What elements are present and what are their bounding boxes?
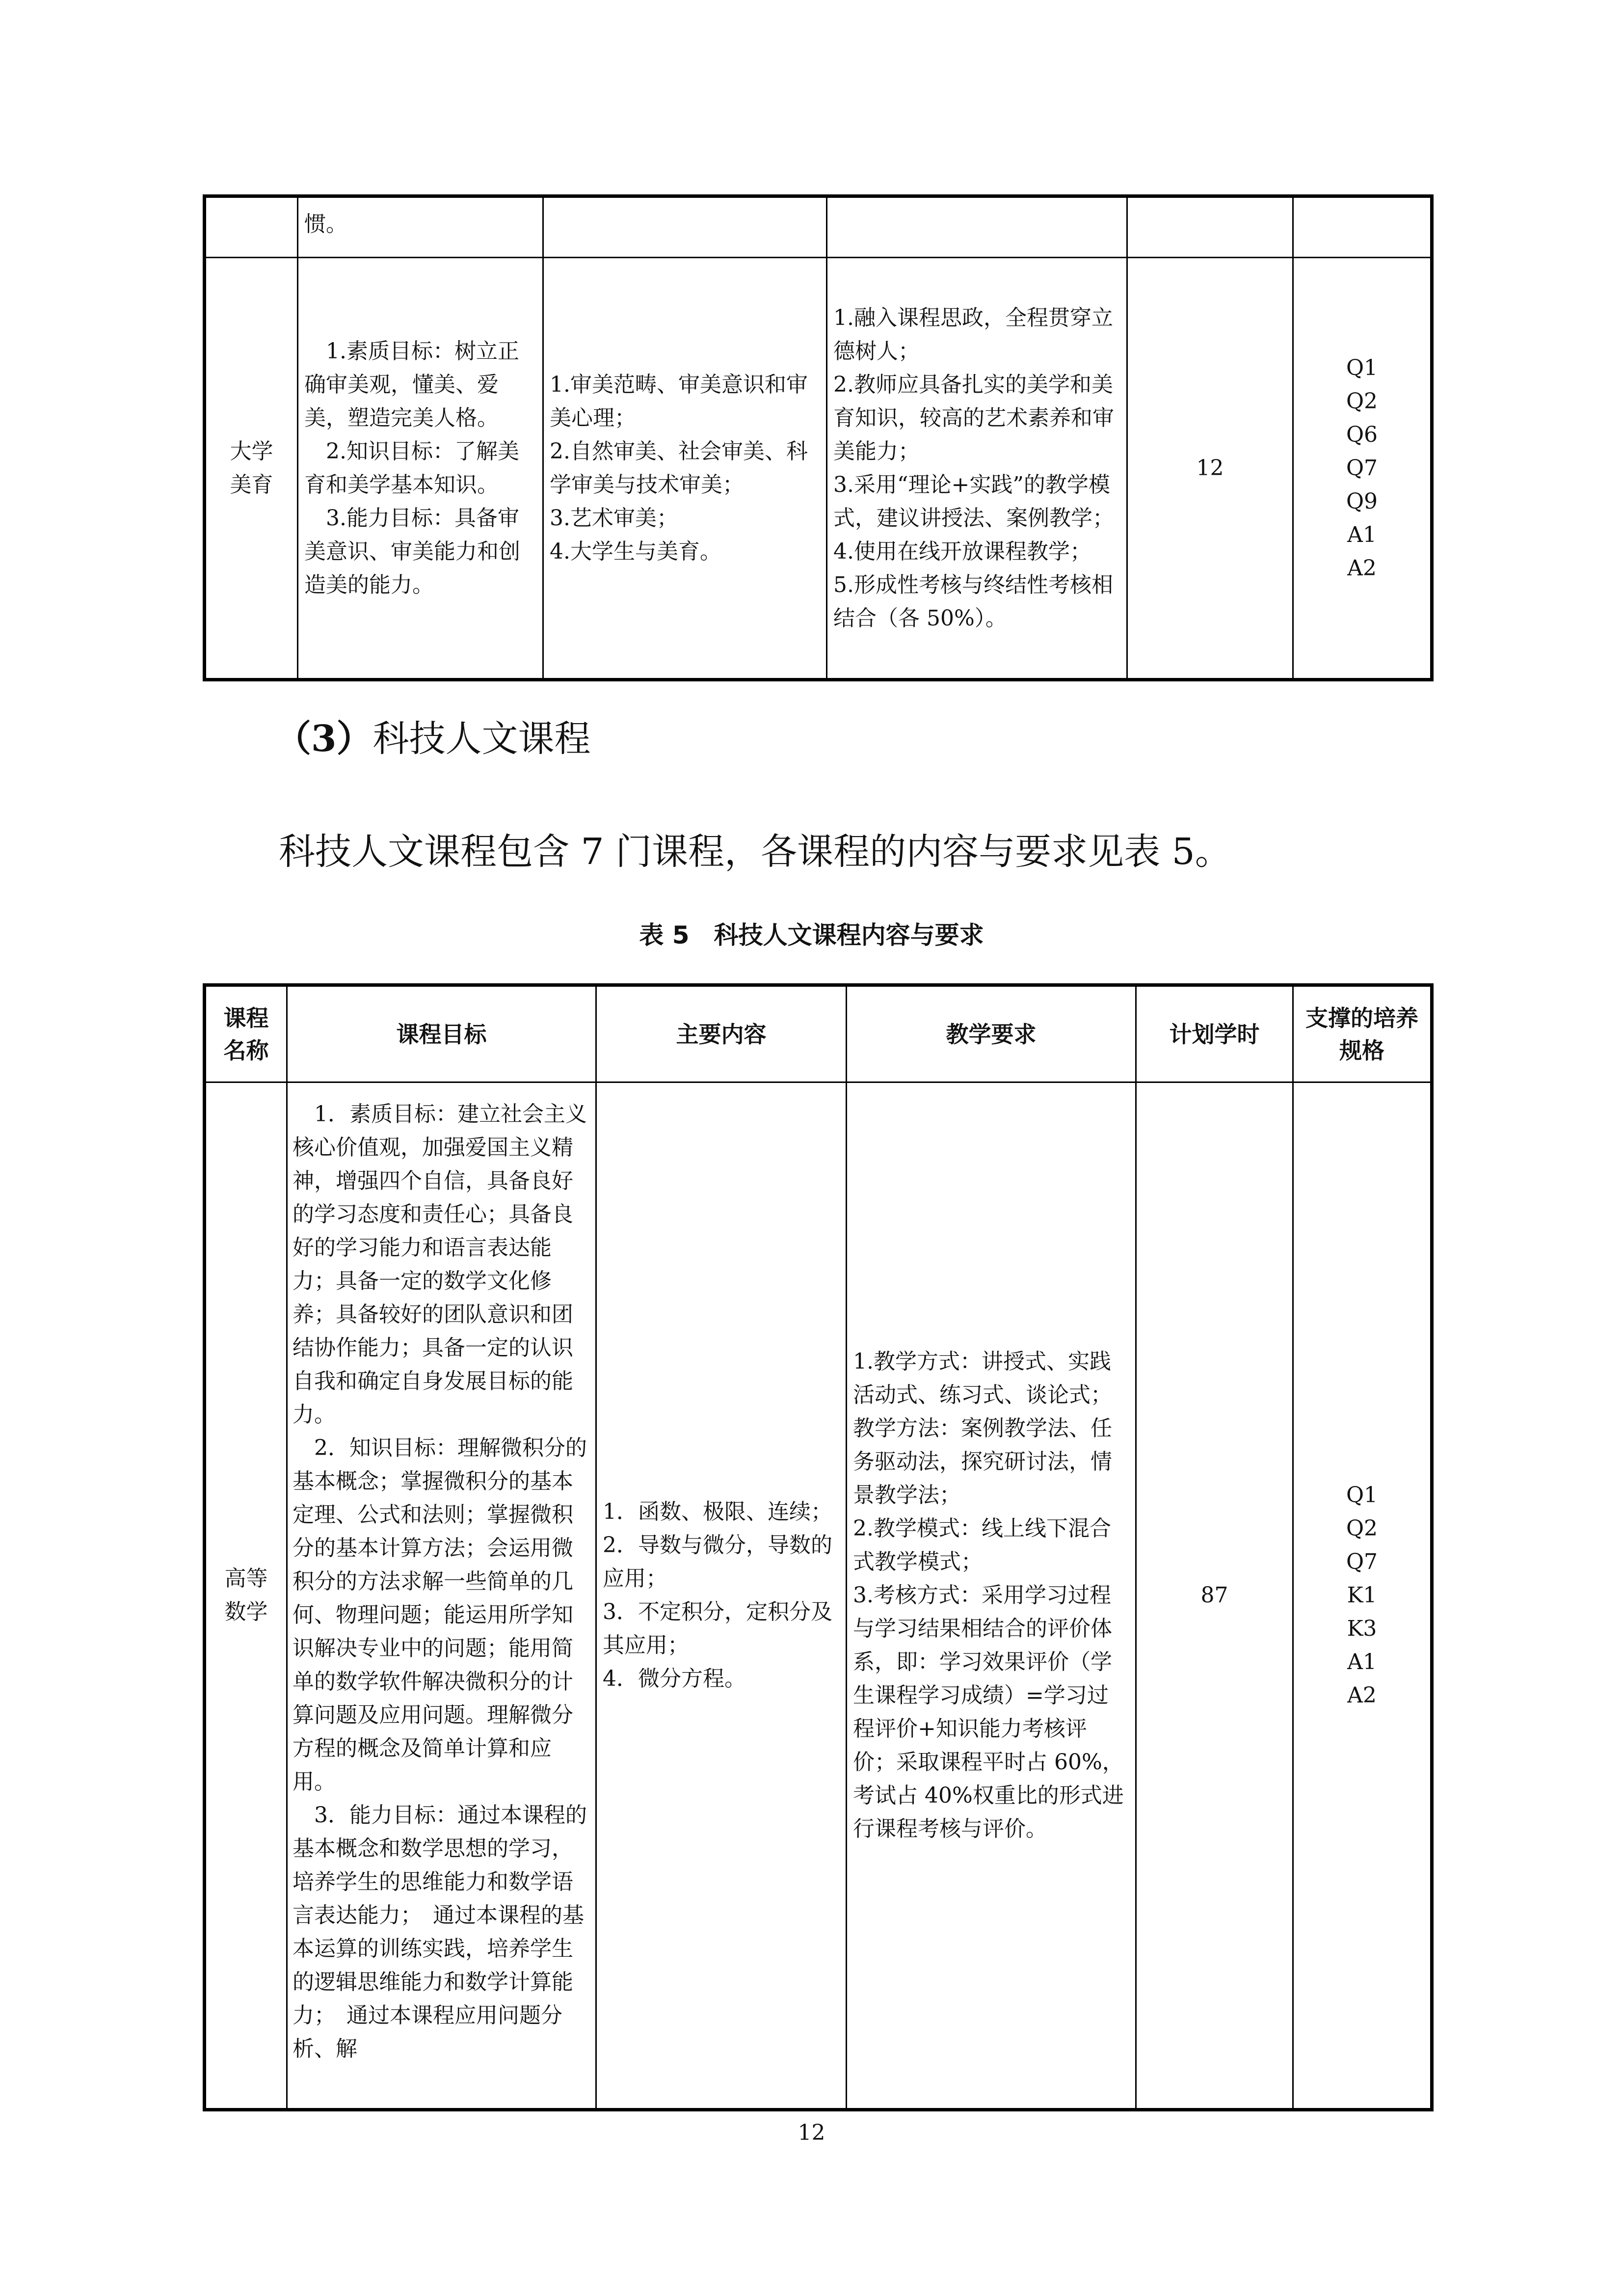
table-caption: 表 5 科技人文课程内容与要求 — [639, 921, 984, 949]
header-planned-hours: 计划学时 — [1136, 985, 1293, 1082]
course-name-cell — [205, 196, 298, 258]
course-goal-cell: 1．素质目标：建立社会主义核心价值观，加强爱国主义精神，增强四个自信，具备良好的学习态度和责任心；具备良好的学习能力和语言表达能力；具备一定的数学文化修养；具备较好的团队意识和团结协作能力；具备一定的认识自我和确定自身发展目标的能力。 2．知识目标：理解微积分的基本概念；掌握微积分的基本定理、公式和法则；掌握微积分的基本计算方法；会运用微积分的方法求解一些简单的几何、物理问题；能运用所学知识解决专业中的问题；能用简单的数学软件解决微积分的计算问题及应用问题。理解微分方程的概念及简单计算和应用。 3．能力目标：通过本课程的基本概念和数学思想的学习，培养学生的思维能力和数学语言表达能力； 通过本课程的基本运算的训练实践，培养学生的逻辑思维能力和数学计算能力； 通过本课程应用问题分析、解 — [287, 1082, 596, 2110]
table-row — [205, 258, 1432, 680]
intro-paragraph: 科技人文课程包含 7 门课程，各课程的内容与要求见表 5。 — [279, 831, 1231, 873]
table-5 — [203, 983, 1434, 2111]
course-specs-cell — [1293, 196, 1432, 258]
header-supported-specs: 支撑的培养 规格 — [1293, 985, 1432, 1082]
course-requirements-cell — [827, 196, 1127, 258]
course-specs-cell: Q1 Q2 Q7 K1 K3 A1 A2 — [1293, 1082, 1432, 2110]
course-specs-cell: Q1 Q2 Q6 Q7 Q9 A1 A2 — [1293, 258, 1432, 680]
section-number: （3） — [275, 718, 373, 760]
page-number: 12 — [798, 2120, 825, 2145]
header-course-name: 课程 名称 — [205, 985, 287, 1082]
course-hours-cell: 87 — [1136, 1082, 1293, 2110]
section-title: 科技人文课程 — [372, 718, 591, 760]
course-content-cell: 1．函数、极限、连续； 2．导数与微分，导数的应用； 3．不定积分，定积分及其应用； 4．微分方程。 — [596, 1082, 847, 2110]
course-goal-cell: 惯。 — [298, 196, 543, 258]
course-content-cell: 1.审美范畴、审美意识和审美心理； 2.自然审美、社会审美、科学审美与技术审美； 3.艺术审美； 4.大学生与美育。 — [543, 258, 827, 680]
course-hours-cell — [1127, 196, 1293, 258]
course-content-cell — [543, 196, 827, 258]
header-teaching-requirements: 教学要求 — [847, 985, 1136, 1082]
course-table-continued — [203, 194, 1434, 681]
course-name-cell: 大学 美育 — [205, 258, 298, 680]
table-header-row — [205, 985, 1432, 1082]
header-course-goal: 课程目标 — [287, 985, 596, 1082]
section-heading — [275, 714, 591, 763]
course-requirements-cell: 1.融入课程思政，全程贯穿立德树人； 2.教师应具备扎实的美学和美育知识，较高的艺术素养和审美能力； 3.采用“理论+实践”的教学模式，建议讲授法、案例教学； 4.使用在线开放课程教学； 5.形成性考核与终结性考核相结合（各 50%）。 — [827, 258, 1127, 680]
course-hours-cell: 12 — [1127, 258, 1293, 680]
table-row — [205, 196, 1432, 258]
course-requirements-cell: 1.教学方式：讲授式、实践活动式、练习式、谈论式；教学方法：案例教学法、任务驱动法，探究研讨法，情景教学法； 2.教学模式：线上线下混合式教学模式； 3.考核方式：采用学习过程与学习结果相结合的评价体系，即：学习效果评价（学生课程学习成绩）=学习过程评价+知识能力考核评价；采取课程平时占 60%，考试占 40%权重比的形式进行课程考核与评价。 — [847, 1082, 1136, 2110]
table-row — [205, 1082, 1432, 2110]
course-name-cell: 高等 数学 — [205, 1082, 287, 2110]
header-main-content: 主要内容 — [596, 985, 847, 1082]
course-goal-cell: 1.素质目标：树立正确审美观，懂美、爱美，塑造完美人格。 2.知识目标：了解美育和美学基本知识。 3.能力目标：具备审美意识、审美能力和创造美的能力。 — [298, 258, 543, 680]
